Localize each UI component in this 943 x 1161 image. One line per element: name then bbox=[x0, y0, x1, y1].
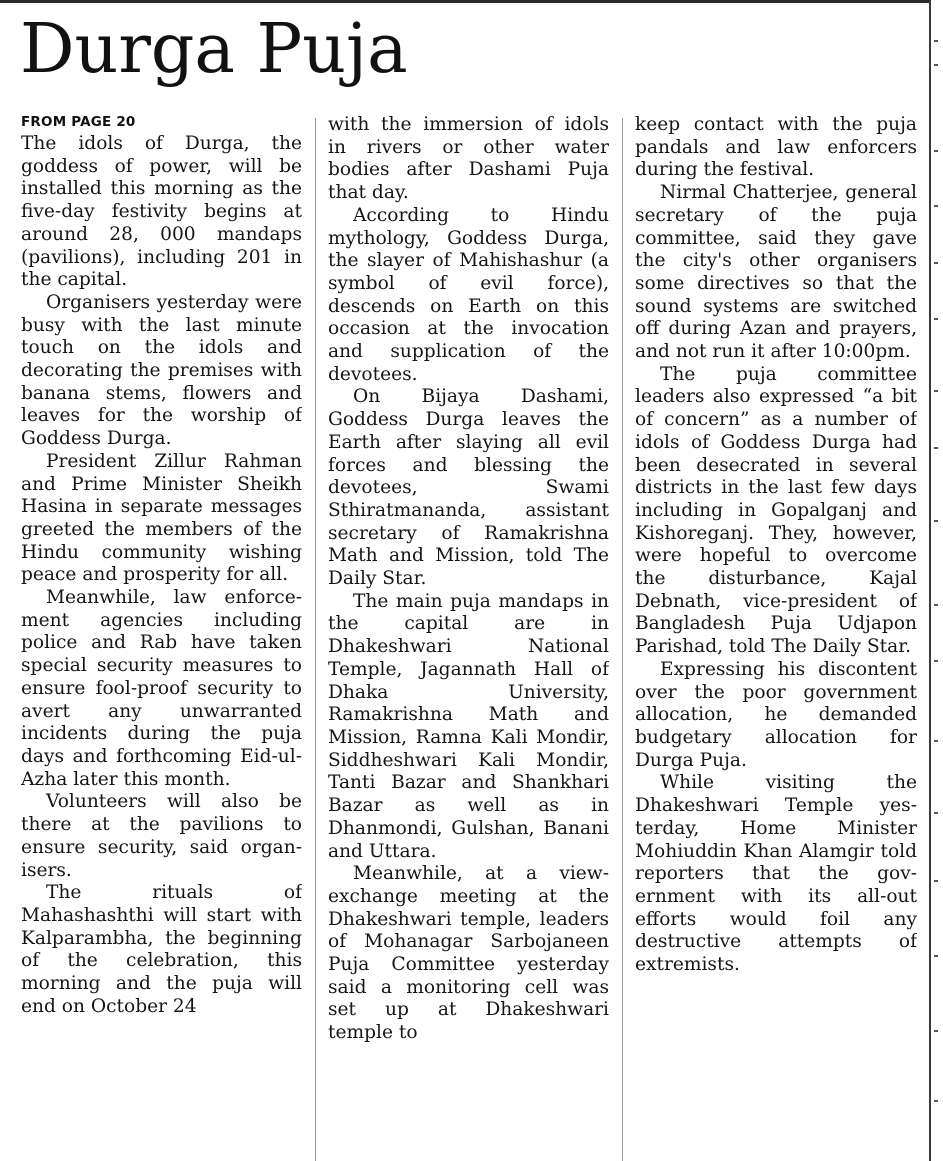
paragraph: Organisers yesterday were busy with the last minute touch on the idols and decorating the premises with banana stems, flowers and leaves for the worship of Goddess Durga. bbox=[21, 291, 302, 450]
column-divider bbox=[622, 118, 623, 1161]
paragraph: According to Hindu mythology, Goddess Durga, the slayer of Mahishashur (a symbol of evil force), descends on Earth on this occasion at the invocation and supplication of the devotees. bbox=[328, 204, 609, 385]
paragraph: with the immersion of idols in rivers or other water bodies after Dashami Puja that day. bbox=[328, 114, 609, 204]
paragraph: On Bijaya Dashami, Goddess Durga leaves the Earth after slaying all evil forces and blessing the devotees, Swami Sthiratmananda, assistant secretary of Ramakrishna Math and Mission, told The Daily Star. bbox=[328, 386, 609, 590]
article-column-2 bbox=[328, 114, 609, 1161]
adjacent-column-edge bbox=[931, 0, 943, 1161]
continued-from-label: FROM PAGE 20 bbox=[21, 114, 136, 130]
paragraph: The idols of Durga, the goddess of power, will be installed this morning as the five-day festivity begins at around 28, 000 mandaps (pavilions), including 201 in the capital. bbox=[21, 133, 302, 291]
paragraph: The puja committee leaders also expressed “a bit of concern” as a number of idols of Goddess Durga had been desecrated in several districts in the last few days including in Gopalganj and Kishoreganj. They, however, were hopeful to overcome the disturbance, Kajal Debnath, vice-president of Bangladesh Puja Udjapon Parishad, told The Daily Star. bbox=[635, 363, 917, 658]
column-divider bbox=[315, 118, 316, 1161]
paragraph: Expressing his discontent over the poor government allocation, he demanded budgetary allocation for Durga Puja. bbox=[635, 658, 917, 771]
headline: Durga Puja bbox=[20, 10, 408, 89]
paragraph: President Zillur Rahman and Prime Minister Sheikh Hasina in separate messages greeted the members of the Hindu community wishing peace and prosperity for all. bbox=[21, 450, 302, 586]
paragraph: The main puja mandaps in the capital are in Dhakeshwari National Temple, Jagannath Hall of Dhaka University, Ramakrishna Math and Mission, Ramna Kali Mondir, Siddheshwari Kali Mondir, Tanti Bazar and Shankhari Bazar as well as in Dhanmondi, Gulshan, Banani and Uttara. bbox=[328, 590, 609, 862]
paragraph: Nirmal Chatterjee, general secretary of the puja committee, said they gave the city's other organisers some directives so that the sound systems are switched off during Azan and prayers, and not run it after 10:00pm. bbox=[635, 182, 917, 363]
paragraph: Meanwhile, at a view-exchange meeting at the Dhakeshwari temple, leaders of Mohanagar Sarbojaneen Puja Committee yesterday said a monitoring cell was set up at Dhakeshwari temple to bbox=[328, 863, 609, 1044]
paragraph: While visiting the Dhakeshwari Temple yesterday, Home Minister Mohiuddin Khan Alamgir told reporters that the government with its all-out efforts would foil any destructive attempts of extremists. bbox=[635, 772, 917, 976]
article-column-3 bbox=[635, 114, 917, 1161]
paragraph: Volunteers will also be there at the pavilions to ensure security, said organisers. bbox=[21, 791, 302, 881]
paragraph: The rituals of Mahashashthi will start with Kalparambha, the beginning of the celebration, this morning and the puja will end on October 24 bbox=[21, 882, 302, 1017]
paragraph: Meanwhile, law enforcement agencies including police and Rab have taken special security measures to ensure fool-proof security to avert any unwarranted incidents during the puja days and forthcoming Eid-ul-Azha later this month. bbox=[21, 587, 302, 790]
paragraph: keep contact with the puja pandals and law enforcers during the festival. bbox=[635, 114, 917, 181]
article-column-1 bbox=[21, 111, 302, 1161]
